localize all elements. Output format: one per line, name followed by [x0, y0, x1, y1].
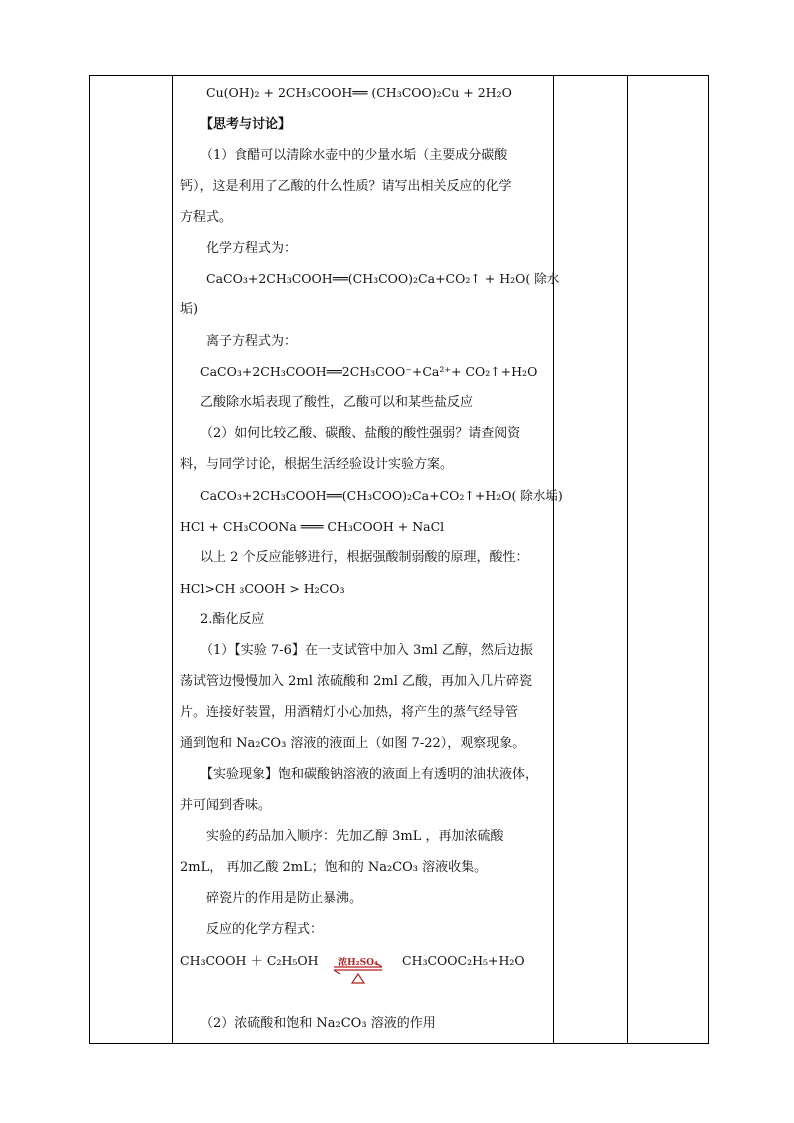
catalyst-label: 浓H₂SO₄: [338, 958, 378, 968]
experiment-7-6-line-4: 通到饱和 Na₂CO₃ 溶液的液面上（如图 7-22），观察现象。: [180, 736, 526, 751]
reagent-order-line-1: 实验的药品加入顺序：先加乙醇 3mL ，再加浓硫酸: [206, 829, 504, 844]
ionic-equation: CaCO₃+2CH₃COOH══2CH₃COO⁻+Ca²⁺+ CO₂↑+H₂O: [200, 364, 538, 379]
experiment-7-6-line-3: 片。连接好装置，用酒精灯小心加热，将产生的蒸气经导管: [180, 705, 519, 720]
acidity-order: HCl>CH ₃COOH > H₂CO₃: [180, 581, 345, 596]
experiment-phenomenon-line-1: 【实验现象】饱和碳酸钠溶液的液面上有透明的油状液体，: [200, 767, 539, 782]
section-heading-discussion: 【思考与讨论】: [200, 117, 292, 132]
question-1-line-1: （1）食醋可以清除水壶中的少量水垢（主要成分碳酸: [200, 148, 508, 163]
equation-hcl-sodium-acetate: HCl + CH₃COONa ═══ CH₃COOH + NaCl: [180, 519, 445, 534]
table-column-divider-1: [172, 75, 173, 1044]
question-1-line-2: 钙），这是利用了乙酸的什么性质？请写出相关反应的化学: [180, 179, 512, 194]
question-2-sulfuric-acid: （2）浓硫酸和饱和 Na₂CO₃ 溶液的作用: [200, 1016, 436, 1031]
question-1-line-3: 方程式。: [180, 210, 233, 225]
esterification-products: CH₃COOC₂H₅+H₂O: [402, 953, 525, 968]
reaction-equation-label: 反应的化学方程式：: [206, 922, 324, 937]
reaction-condition: [330, 955, 386, 983]
question-2-line-1: （2）如何比较乙酸、碳酸、盐酸的酸性强弱？请查阅资: [200, 426, 521, 441]
equation-copper-hydroxide: Cu(OH)₂ + 2CH₃COOH══ (CH₃COO)₂Cu + 2H₂O: [206, 85, 512, 100]
equation-descaling-1-cont: 垢): [180, 302, 199, 317]
reagent-order-line-2: 2mL， 再加乙酸 2mL；饱和的 Na₂CO₃ 溶液收集。: [180, 860, 488, 875]
equation-descaling-2: CaCO₃+2CH₃COOH══(CH₃COO)₂Ca+CO₂↑+H₂O( 除水垢): [200, 488, 563, 503]
equation-descaling-1: CaCO₃+2CH₃COOH══(CH₃COO)₂Ca+CO₂↑ + H₂O( 除水: [206, 271, 560, 286]
ionic-equation-label: 离子方程式为：: [206, 334, 298, 349]
porcelain-purpose: 碎瓷片的作用是防止暴沸。: [206, 891, 363, 906]
experiment-7-6-line-1: （1）【实验 7-6】在一支试管中加入 3ml 乙醇，然后边振: [200, 643, 533, 658]
table-border-left: [89, 75, 90, 1044]
table-border-right: [708, 75, 709, 1044]
experiment-7-6-line-2: 荡试管边慢慢加入 2ml 浓硫酸和 2ml 乙酸，再加入几片碎瓷: [180, 674, 533, 689]
experiment-phenomenon-line-2: 并可闻到香味。: [180, 798, 272, 813]
table-column-divider-3: [627, 75, 628, 1044]
table-border-bottom: [89, 1043, 709, 1044]
table-column-divider-2: [553, 75, 554, 1044]
acetic-acid-acidity-note: 乙酸除水垢表现了酸性，乙酸可以和某些盐反应: [200, 395, 474, 410]
esterification-reactants: CH₃COOH ＋ C₂H₅OH: [180, 953, 319, 968]
table-border-top: [89, 75, 709, 76]
section-heading-esterification: 2.酯化反应: [200, 612, 265, 627]
strong-acid-principle: 以上 2 个反应能够进行，根据强酸制弱酸的原理，酸性：: [200, 550, 529, 565]
question-2-line-2: 料，与同学讨论，根据生活经验设计实验方案。: [180, 457, 454, 472]
chemical-equation-label: 化学方程式为：: [206, 241, 298, 256]
